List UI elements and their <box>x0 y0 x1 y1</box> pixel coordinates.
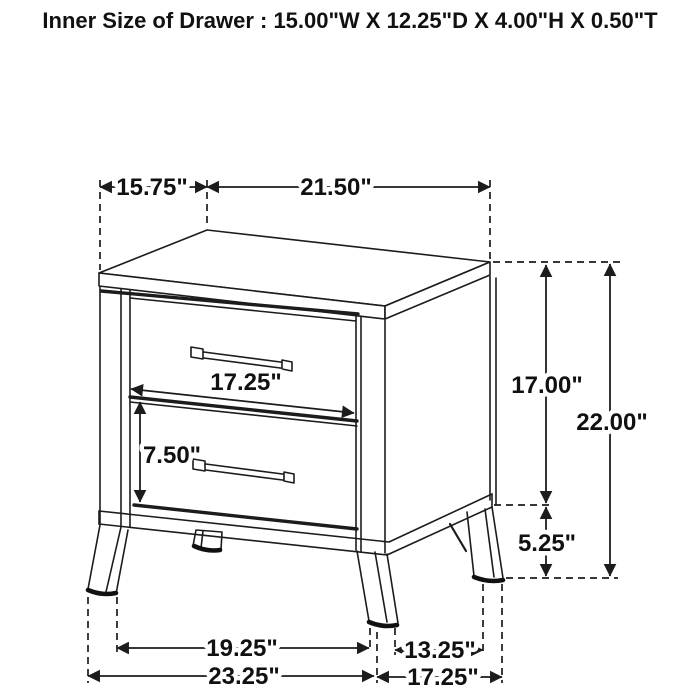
drawer-2-bottom-shadow <box>134 505 357 529</box>
bottom-board-bottom-edge <box>99 507 492 555</box>
leg-edge <box>88 525 100 589</box>
nightstand <box>88 230 503 626</box>
drawer-1 <box>130 298 357 426</box>
top-board <box>99 230 490 319</box>
diagram-title: Inner Size of Drawer : 15.00"W X 12.25"D X 4.00"H X 0.50"T <box>42 8 658 33</box>
leg-edge <box>467 512 474 576</box>
dim-label-total-height: 22.00" <box>576 409 648 436</box>
dim-label-case-height: 17.00" <box>511 372 583 399</box>
leg-edge <box>387 554 398 623</box>
dim-label-legs-side-inner: 13.25" <box>404 637 476 664</box>
dim-label-top-width: 21.50" <box>300 174 372 201</box>
front-left-leg <box>88 525 128 594</box>
leg-contour <box>375 552 387 622</box>
leg-foot-cap <box>474 577 503 581</box>
handle-bar <box>196 351 288 369</box>
bottom-board <box>99 494 492 555</box>
dim-label-legs-front-outer: 23.25" <box>208 663 280 690</box>
leg-contour <box>201 531 203 548</box>
dim-label-legs-front-inner: 19.25" <box>206 635 278 662</box>
back-left-leg <box>193 530 222 551</box>
back-right-leg <box>450 507 503 581</box>
dim-label-legs-side-outer: 17.25" <box>407 664 479 691</box>
leg-foot-cap <box>88 590 116 594</box>
leg-foot-cap <box>194 546 220 551</box>
dim-label-leg-height: 5.25" <box>517 530 577 557</box>
drawer-2-top-edge <box>130 402 357 426</box>
leg-edge <box>492 507 503 578</box>
leg-edge <box>357 551 369 621</box>
dim-label-drawer-height: 7.50" <box>142 442 202 469</box>
leg-contour <box>485 509 494 577</box>
front-right-leg <box>357 551 398 626</box>
leg-foot-cap <box>369 622 397 626</box>
handle-post-right <box>284 472 294 483</box>
dim-label-drawer-width: 17.25" <box>210 369 282 396</box>
dim-label-offset-back: 15.75" <box>116 174 188 201</box>
drawer-2-handle <box>193 459 294 483</box>
handle-bar <box>198 463 290 481</box>
handle-post-left <box>191 347 203 359</box>
drawer-1-handle <box>191 347 292 371</box>
handle-post-right <box>282 360 292 371</box>
leg-shadow-stripe <box>450 524 466 551</box>
